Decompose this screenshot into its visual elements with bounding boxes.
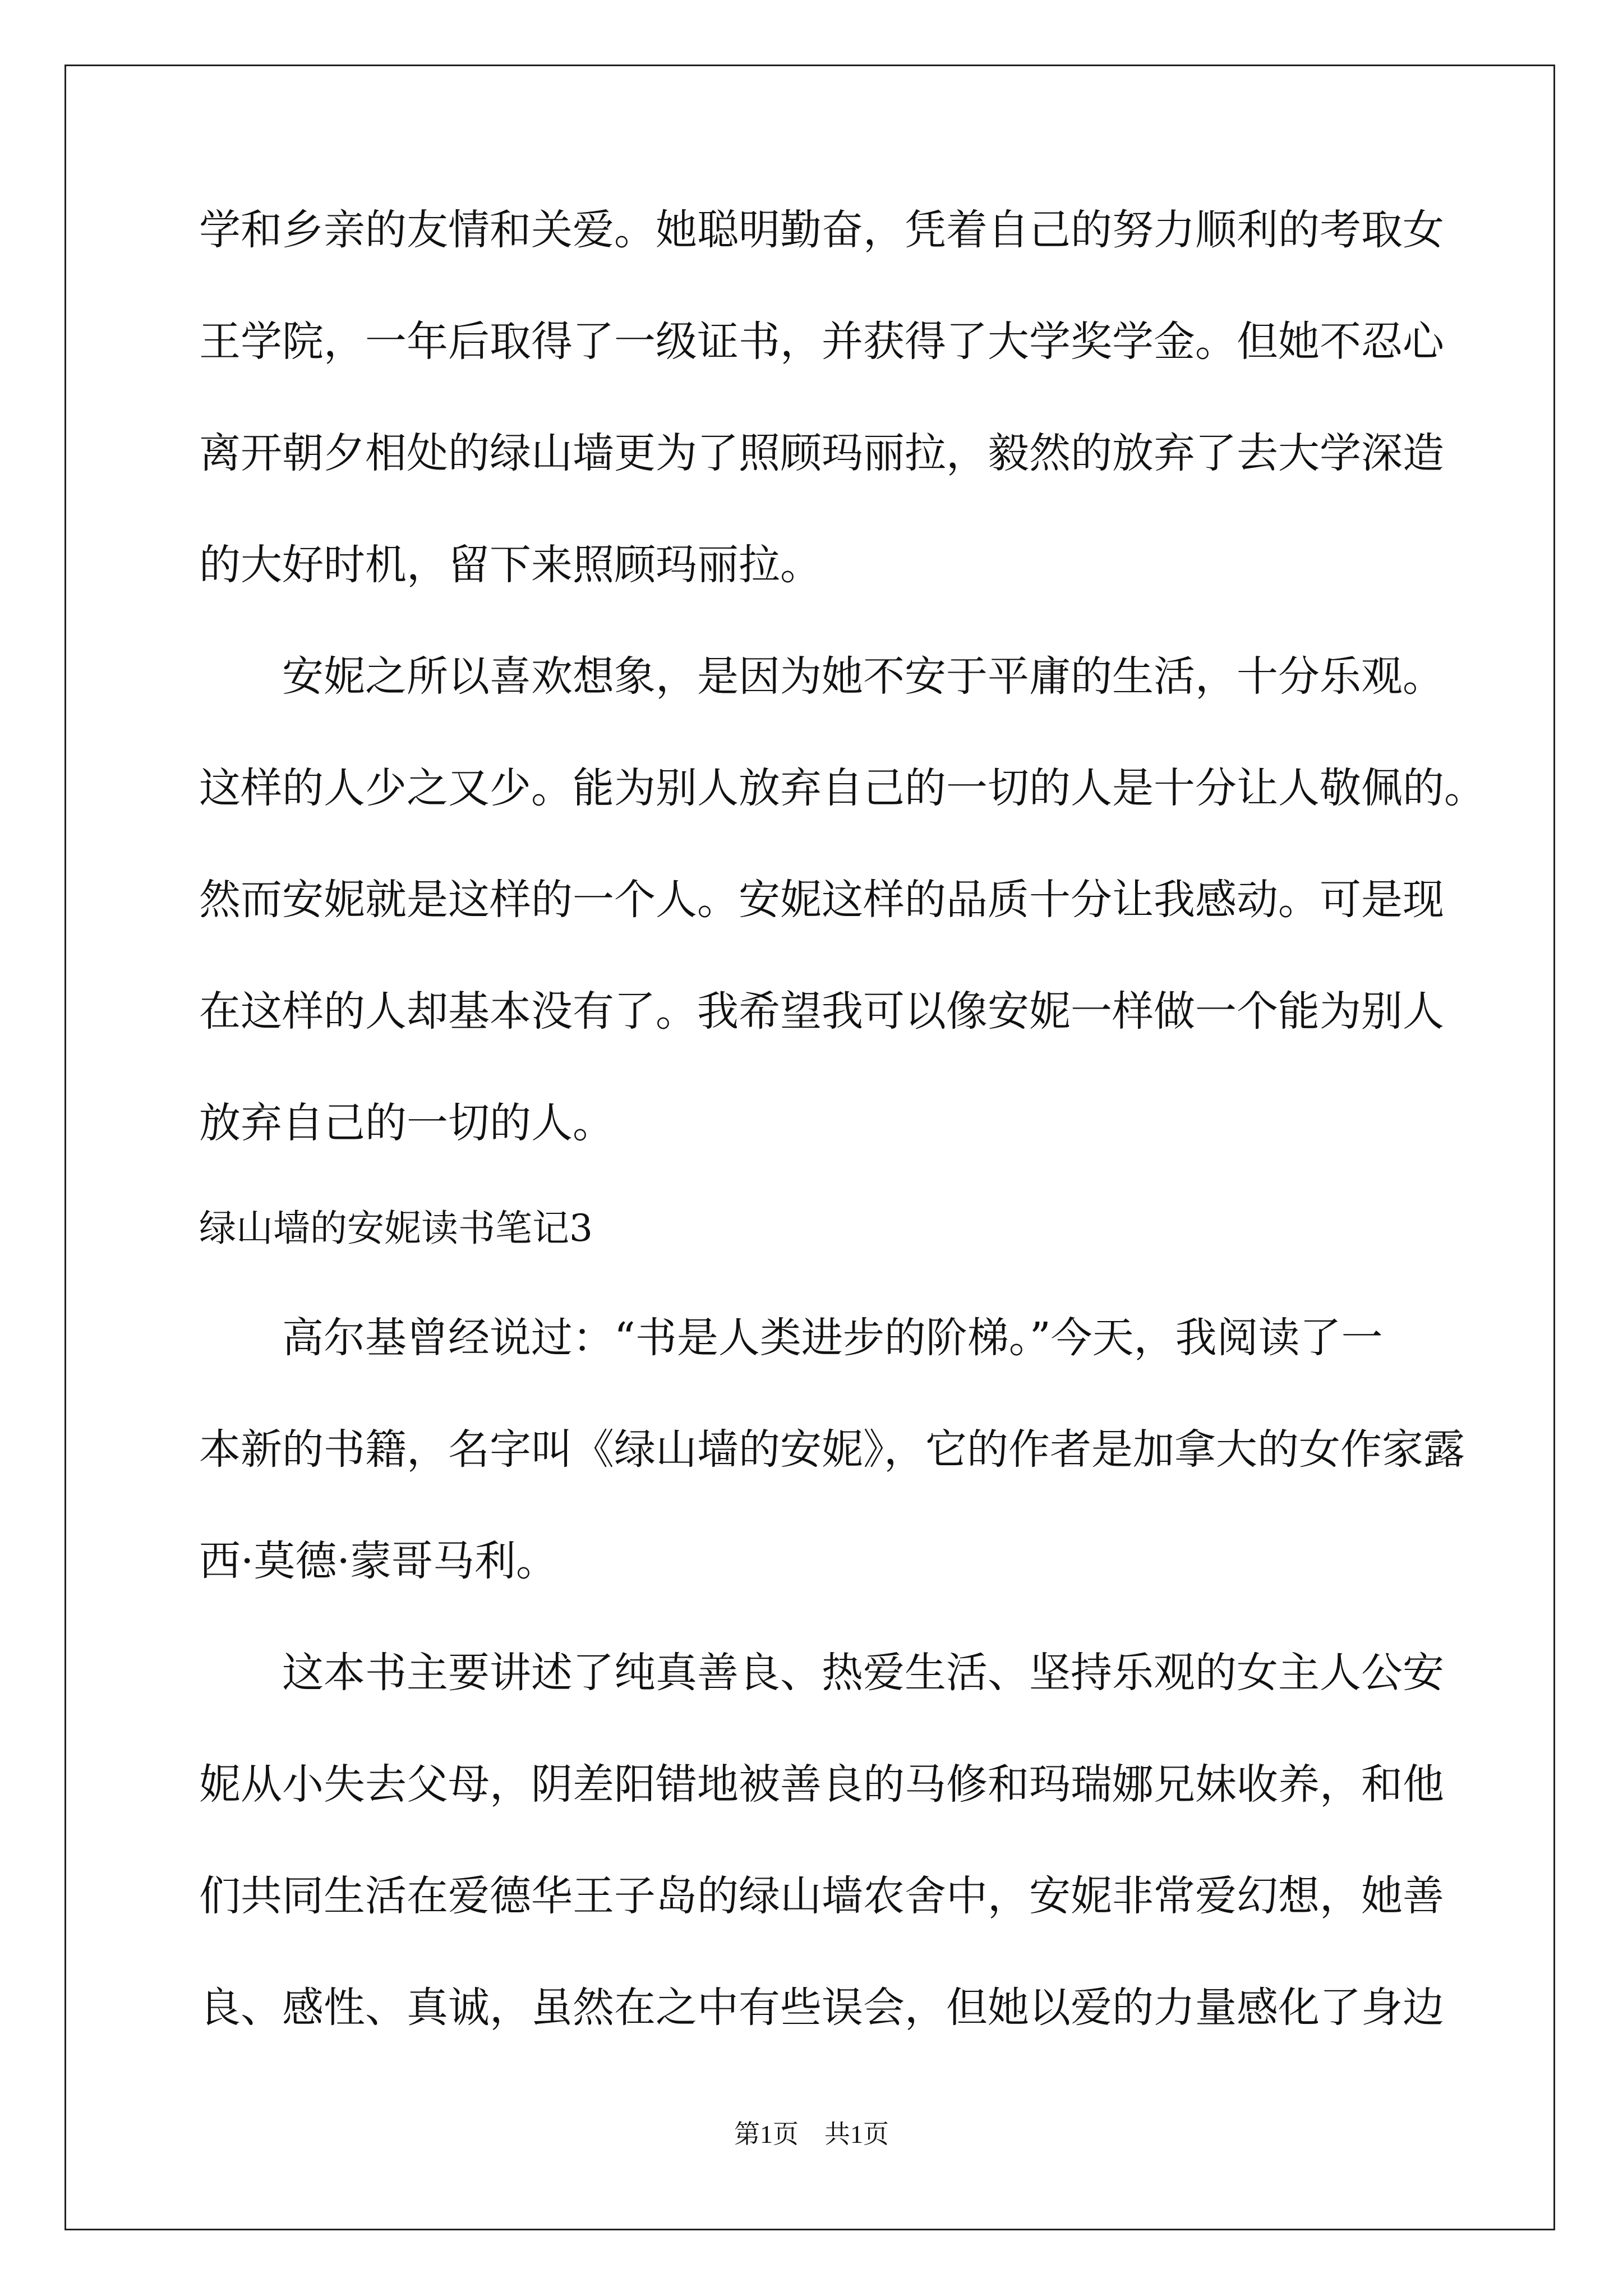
text-line: 本新的书籍，名字叫《绿山墙的安妮》，它的作者是加拿大的女作家露	[199, 1425, 1465, 1474]
paragraph-first-line: 这本书主要讲述了纯真善良、热爱生活、坚持乐观的女主人公安	[282, 1649, 1444, 1697]
paragraph-first-line: 高尔基曾经说过：“书是人类进步的阶梯。”今天，我阅读了一	[282, 1314, 1383, 1362]
text-line: 们共同生活在爱德华王子岛的绿山墙农舍中，安妮非常爱幻想，她善	[199, 1872, 1444, 1920]
text-line: 的大好时机，留下来照顾玛丽拉。	[199, 541, 822, 589]
section-heading: 绿山墙的安妮读书笔记3	[199, 1207, 593, 1250]
text-line: 良、感性、真诚，虽然在之中有些误会，但她以爱的力量感化了身边	[199, 1984, 1444, 2032]
text-line: 妮从小失去父母，阴差阳错地被善良的马修和玛瑞娜兄妹收养，和他	[199, 1760, 1444, 1809]
text-line: 然而安妮就是这样的一个人。安妮这样的品质十分让我感动。可是现	[199, 876, 1444, 924]
text-line: 西·莫德·蒙哥马利。	[199, 1537, 558, 1585]
text-line: 这样的人少之又少。能为别人放弃自己的一切的人是十分让人敬佩的。	[199, 764, 1486, 812]
paragraph-first-line: 安妮之所以喜欢想象，是因为她不安于平庸的生活，十分乐观。	[282, 652, 1444, 701]
page-number: 第1页 共1页	[734, 2120, 889, 2148]
text-line: 离开朝夕相处的绿山墙更为了照顾玛丽拉，毅然的放弃了去大学深造	[199, 429, 1444, 477]
text-line: 王学院，一年后取得了一级证书，并获得了大学奖学金。但她不忍心	[199, 318, 1444, 366]
text-line: 在这样的人却基本没有了。我希望我可以像安妮一样做一个能为别人	[199, 987, 1444, 1036]
text-line: 学和乡亲的友情和关爱。她聪明勤奋，凭着自己的努力顺利的考取女	[199, 206, 1444, 254]
text-line: 放弃自己的一切的人。	[199, 1099, 614, 1147]
